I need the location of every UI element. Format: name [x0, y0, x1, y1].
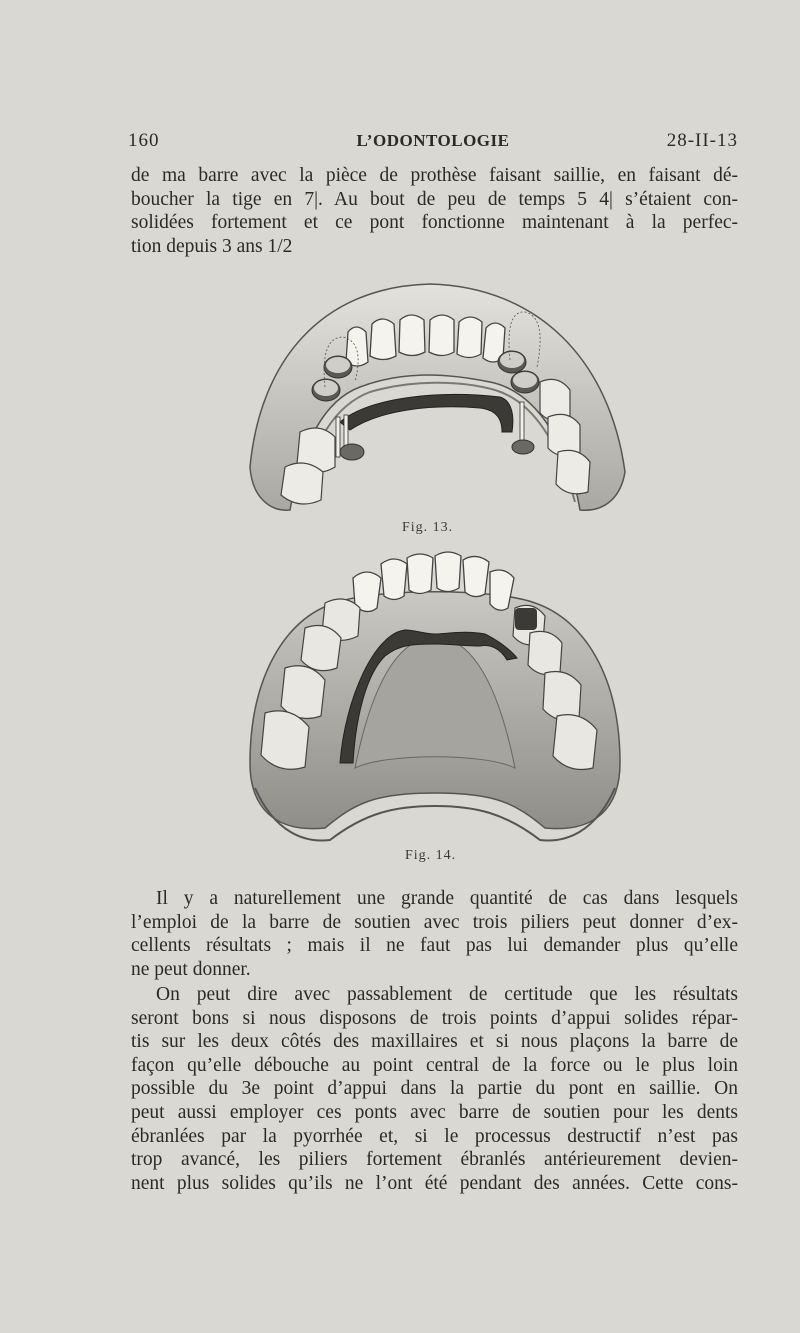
paragraph-3-line: peut aussi employer ces ponts avec barre de soutien pour les dents [131, 1101, 738, 1123]
paragraph-3-line: On peut dire avec passablement de certitude que les résultats [156, 984, 738, 1005]
paragraph-2-line: ne peut donner. [131, 958, 251, 980]
figure-13-illustration [240, 272, 630, 522]
paragraph-3-line: seront bons si nous disposons de trois points d’appui solides répar- [131, 1007, 738, 1029]
paragraph-3-line: tis sur les deux côtés des maxillaires et si nous plaçons la barre de [131, 1031, 738, 1053]
paragraph-3-line: façon qu’elle débouche au point central de la force ou le plus loin [131, 1054, 738, 1076]
issue-date: 28-II-13 [666, 130, 738, 151]
paragraph-1-line: tion depuis 3 ans 1/2 [131, 235, 293, 257]
journal-title: L’ODONTOLOGIE [356, 131, 510, 150]
paragraph-3-line: possible du 3e point d’appui dans la partie du pont en saillie. On [131, 1078, 738, 1100]
paragraph-3-line: nent plus solides qu’ils ne l’ont été pendant des années. Cette cons- [131, 1172, 738, 1194]
paragraph-2 [131, 887, 738, 981]
paragraph-3 [131, 983, 738, 1195]
paragraph-2-line: cellents résultats ; mais il ne faut pas lui demander plus qu’elle [131, 935, 738, 957]
figure-14-illustration [245, 548, 625, 848]
paragraph-2-line: l’emploi de la barre de soutien avec trois piliers peut donner d’ex- [131, 911, 738, 933]
paragraph-3-line: trop avancé, les piliers fortement ébranlés antérieurement devien- [131, 1149, 738, 1171]
paragraph-1-line: solidées fortement et ce pont fonctionne maintenant à la perfec- [131, 212, 738, 234]
page-number: 160 [128, 130, 160, 151]
running-head [128, 130, 738, 158]
paragraph-1-line: de ma barre avec la pièce de prothèse faisant saillie, en faisant dé- [131, 165, 738, 186]
paragraph-1 [131, 164, 738, 258]
figure-13-caption: Fig. 13. [402, 520, 454, 535]
figure-14-caption: Fig. 14. [405, 848, 457, 863]
paragraph-3-line: ébranlées par la pyorrhée et, si le processus destructif n’est pas [131, 1125, 738, 1147]
paragraph-1-line: boucher la tige en 7|. Au bout de peu de temps 5 4| s’étaient con- [131, 188, 738, 210]
paragraph-2-line: Il y a naturellement une grande quantité de cas dans lesquels [156, 888, 738, 909]
